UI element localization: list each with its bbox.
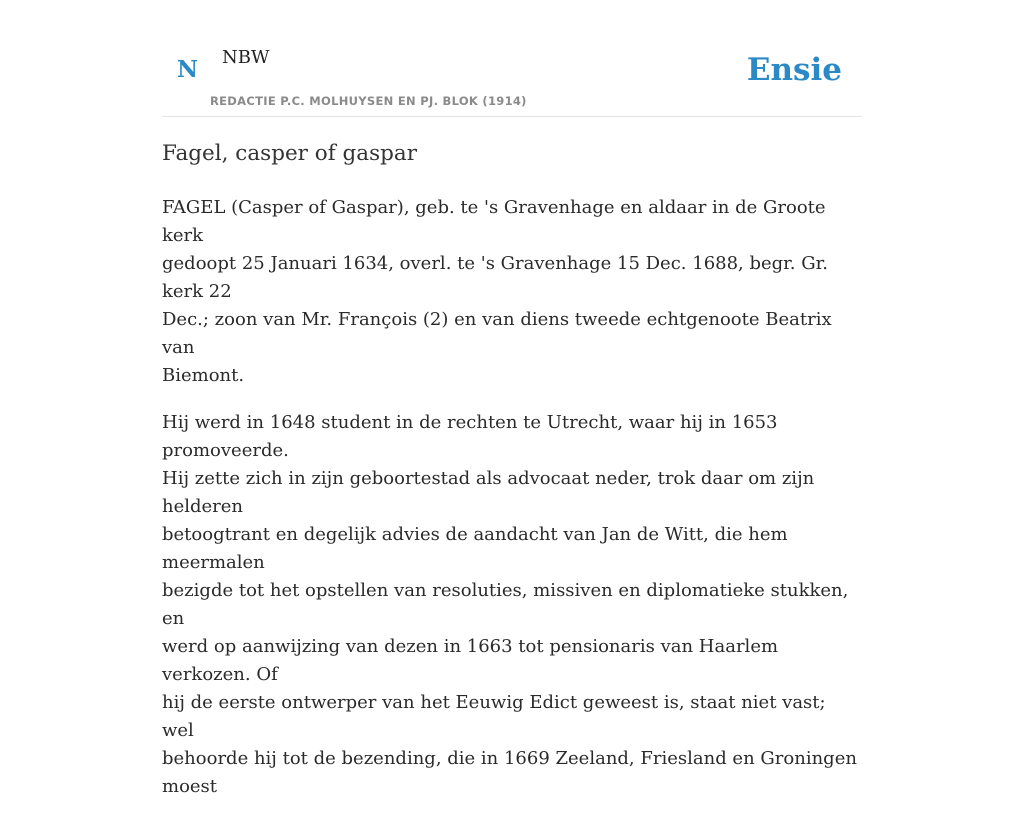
article-paragraph: Hij werd in 1648 student in de rechten te Utrecht, waar hij in 1653 promoveerde. Hij zette zich in zijn geboortestad als advocaat neder, trok daar om zijn helderen betoogtrant en degelijk advies de aandacht van Jan de Witt, die hem meermalen bezigde tot het opstellen van resoluties, missiven en diplomatieke stukken, en werd op aanwijzing van dezen in 1663 tot pensionaris van Haarlem verkozen. Of hij de eerste ontwerper van het Eeuwig Edict geweest is, staat niet vast; wel behoorde hij tot de bezending, die in 1669 Zeeland, Friesland en Groningen moest <box>162 412 857 797</box>
source-header <box>162 0 862 117</box>
article <box>162 136 862 820</box>
article-paragraph: FAGEL (Casper of Gaspar), geb. te 's Gravenhage en aldaar in de Groote kerk gedoopt 25 Januari 1634, overl. te 's Gravenhage 15 Dec. 1688, begr. Gr. kerk 22 Dec.; zoon van Mr. François (2) en van diens tweede echtgenoote Beatrix van Biemont. <box>162 197 832 386</box>
source-name-link[interactable]: NBW <box>222 47 270 68</box>
brand-logo-link[interactable]: Ensie <box>746 52 842 88</box>
source-editors: REDACTIE P.C. MOLHUYSEN EN PJ. BLOK (1914) <box>210 94 527 108</box>
source-logo[interactable]: N <box>177 56 199 83</box>
article-title: Fagel, casper of gaspar <box>162 141 418 166</box>
